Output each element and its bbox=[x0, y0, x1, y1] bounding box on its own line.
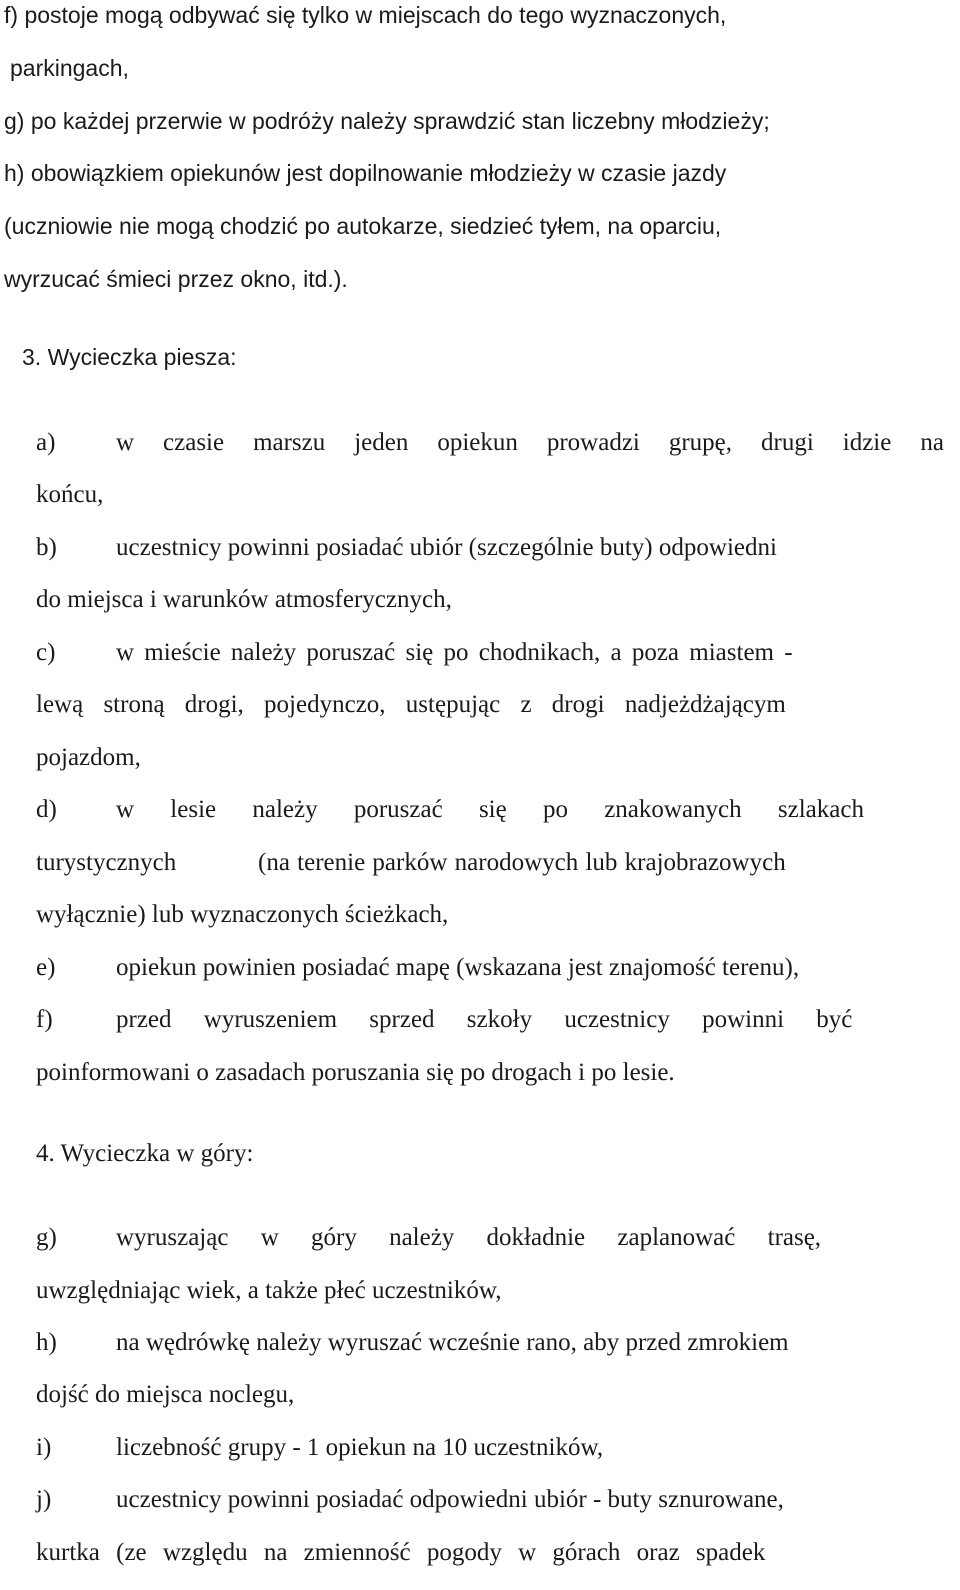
item-d-line-1: w lesie należy poruszać się po znakowanych szlakach bbox=[116, 796, 864, 823]
item-j4-line-1: uczestnicy powinni posiadać odpowiedni ubiór - buty sznurowane, bbox=[116, 1486, 784, 1513]
item-f3-line-1: przed wyruszeniem sprzed szkoły uczestnicy powinni być bbox=[116, 1006, 853, 1033]
item-j4-label: j) bbox=[36, 1486, 52, 1513]
section-4-heading: 4. Wycieczka w góry: bbox=[36, 1140, 254, 1167]
item-h-line-1: h) obowiązkiem opiekunów jest dopilnowanie młodzieży w czasie jazdy bbox=[4, 160, 727, 186]
item-d-line-2b: (na terenie parków narodowych lub krajobrazowych bbox=[258, 849, 786, 876]
item-h4-line-2: dojść do miejsca noclegu, bbox=[36, 1381, 295, 1408]
item-g4-line-1: wyruszając w góry należy dokładnie zaplanować trasę, bbox=[116, 1224, 822, 1251]
item-d-label: d) bbox=[36, 796, 57, 823]
item-c-line-3: pojazdom, bbox=[36, 744, 141, 771]
item-b-line-2: do miejsca i warunków atmosferycznych, bbox=[36, 586, 452, 613]
item-c-label: c) bbox=[36, 639, 56, 666]
item-a-label: a) bbox=[36, 429, 56, 456]
item-d-line-3: wyłącznie) lub wyznaczonych ścieżkach, bbox=[36, 901, 449, 928]
item-g-line: g) po każdej przerwie w podróży należy sprawdzić stan liczebny młodzieży; bbox=[4, 108, 770, 134]
item-a-line-1: w czasie marszu jeden opiekun prowadzi grupę, drugi idzie na bbox=[116, 429, 944, 456]
item-e-label: e) bbox=[36, 954, 56, 981]
item-h4-label: h) bbox=[36, 1329, 57, 1356]
item-i4-line-1: liczebność grupy - 1 opiekun na 10 uczestników, bbox=[116, 1434, 604, 1461]
item-f3-line-2: poinformowani o zasadach poruszania się po drogach i po lesie. bbox=[36, 1059, 675, 1086]
item-c-line-1: w mieście należy poruszać się po chodnikach, a poza miastem - bbox=[116, 639, 793, 666]
item-h-line-3: wyrzucać śmieci przez okno, itd.). bbox=[4, 266, 348, 292]
item-c-line-2: lewą stroną drogi, pojedynczo, ustępując z drogi nadjeżdżającym bbox=[36, 691, 786, 718]
item-h4-line-1: na wędrówkę należy wyruszać wcześnie rano, aby przed zmrokiem bbox=[116, 1329, 789, 1356]
item-d-line-2a: turystycznych bbox=[36, 849, 177, 876]
section-3-heading: 3. Wycieczka piesza: bbox=[22, 344, 237, 370]
item-j4-line-2: kurtka (ze względu na zmienność pogody w górach oraz spadek bbox=[36, 1539, 766, 1566]
item-g4-label: g) bbox=[36, 1224, 57, 1251]
item-i4-label: i) bbox=[36, 1434, 52, 1461]
item-f3-label: f) bbox=[36, 1006, 53, 1033]
item-e-line-1: opiekun powinien posiadać mapę (wskazana jest znajomość terenu), bbox=[116, 954, 800, 981]
item-f-line-1: f) postoje mogą odbywać się tylko w miejscach do tego wyznaczonych, bbox=[4, 2, 727, 28]
item-h-line-2: (uczniowie nie mogą chodzić po autokarze, siedzieć tyłem, na oparciu, bbox=[4, 213, 722, 239]
item-g4-line-2: uwzględniając wiek, a także płeć uczestników, bbox=[36, 1277, 502, 1304]
item-f-line-2: parkingach, bbox=[10, 55, 129, 81]
item-a-line-2: końcu, bbox=[36, 481, 104, 508]
item-b-label: b) bbox=[36, 534, 57, 561]
item-b-line-1: uczestnicy powinni posiadać ubiór (szczególnie buty) odpowiedni bbox=[116, 534, 777, 561]
